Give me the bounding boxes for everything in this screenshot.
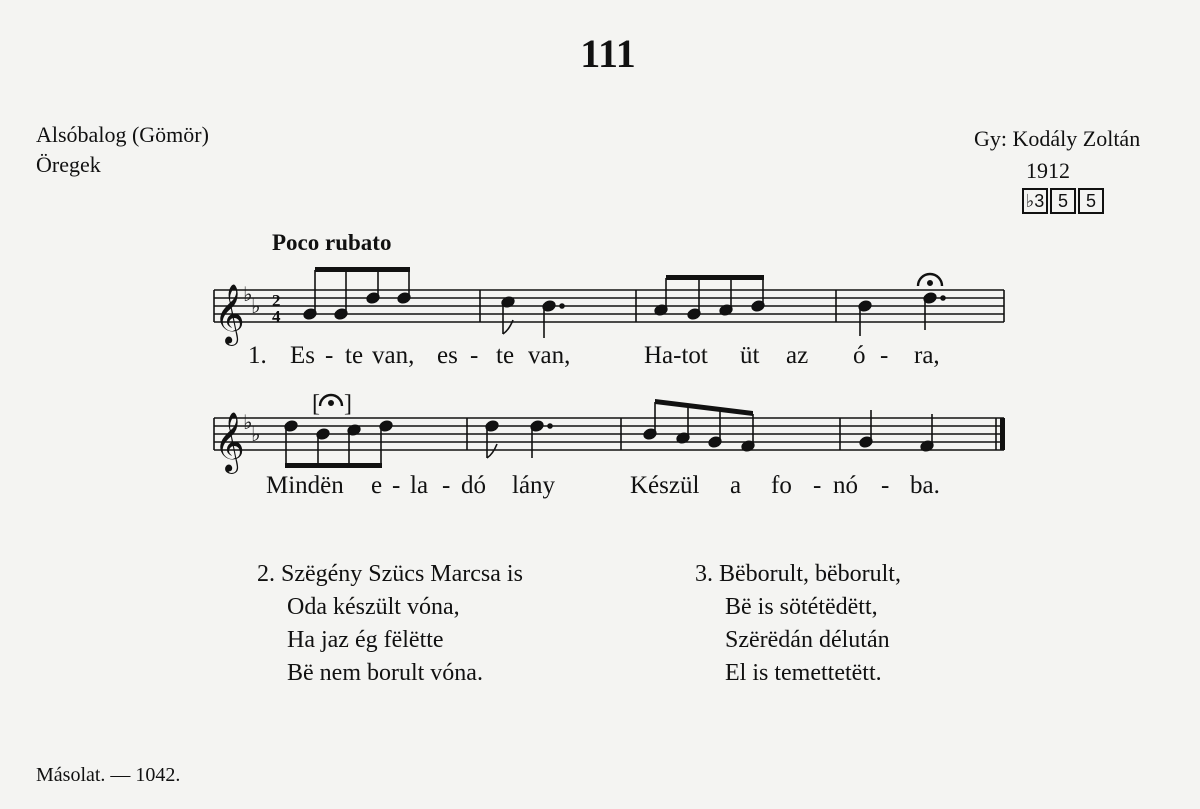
singers-label: Öregek: [36, 152, 101, 177]
lyric-syllable: van,: [528, 342, 571, 369]
verse-line: Oda készült vóna,: [287, 594, 460, 620]
measure-8: [859, 410, 934, 452]
tempo-marking: Poco rubato: [272, 230, 392, 255]
verse-line: Bë nem borult vóna.: [287, 660, 483, 686]
song-number: 111: [580, 31, 636, 76]
year-label: 1912: [1026, 158, 1070, 183]
lyric-syllable: es: [437, 342, 458, 369]
svg-text:]: ]: [344, 391, 352, 417]
treble-clef-icon: 𝄞: [214, 412, 245, 472]
lyric-hyphen: -: [881, 472, 890, 499]
verse-2: [257, 558, 523, 690]
measure-5: [284, 391, 393, 468]
scale-degree-box: 5: [1078, 188, 1104, 214]
verse-line: 2. Szëgény Szücs Marcsa is: [257, 561, 523, 587]
lyric-syllable: Ha-tot: [644, 342, 708, 369]
lyric-syllable: te: [496, 342, 515, 369]
footer-reference: Másolat. — 1042.: [36, 764, 181, 786]
time-signature-bottom: 4: [272, 307, 281, 326]
measure-1: [303, 267, 411, 320]
place-label: Alsóbalog (Gömör): [36, 122, 209, 147]
lyric-syllable: Es: [290, 342, 315, 369]
lyric-syllable: dó: [461, 472, 486, 499]
lyric-syllable: Mindën: [266, 472, 344, 499]
verse-line: Bë is sötétëdëtt,: [725, 594, 878, 620]
verse-line: El is temettetëtt.: [725, 660, 882, 686]
collector-label: Gy: Kodály Zoltán: [974, 126, 1141, 151]
flat-icon: ♭: [251, 294, 261, 318]
measure-4: [858, 274, 945, 336]
flat-icon: ♭: [243, 410, 253, 434]
lyric-hyphen: -: [880, 342, 889, 369]
lyric-syllable: la: [410, 472, 429, 499]
lyric-syllable: ba.: [910, 472, 940, 499]
lyric-hyphen: -: [392, 472, 401, 499]
staff-system-1: [214, 290, 1004, 322]
verse-line: Ha jaz ég fëlëtte: [287, 627, 444, 653]
lyric-syllable: nó: [833, 472, 858, 499]
lyric-hyphen: -: [813, 472, 822, 499]
staff-system-2: [214, 418, 1005, 450]
lyric-syllable: üt: [740, 342, 760, 369]
flat-icon: ♭: [243, 282, 253, 306]
scale-degree-box: 5: [1050, 188, 1076, 214]
flat-icon: ♭: [251, 422, 261, 446]
lyric-syllable: e: [371, 472, 383, 499]
lyric-syllable: lány: [512, 472, 556, 499]
scale-degree-box: ♭3: [1022, 188, 1048, 214]
measure-2: [501, 296, 564, 338]
lyric-syllable: fo: [771, 472, 792, 499]
lyric-syllable: ó: [853, 342, 866, 369]
verse-line: 3. Bëborult, bëborult,: [695, 561, 901, 587]
time-signature-top: 2: [272, 291, 281, 310]
lyric-syllable: Készül: [630, 472, 700, 499]
lyric-syllable: te: [345, 342, 364, 369]
bracketed-fermata-icon: [: [312, 391, 320, 417]
lyric-verse-number: 1.: [248, 342, 267, 369]
lyric-syllable: ra,: [914, 342, 940, 369]
lyric-hyphen: -: [325, 342, 334, 369]
lyric-syllable: van,: [372, 342, 415, 369]
verse-line: Szërëdán délután: [725, 627, 890, 653]
verse-3: [695, 558, 901, 690]
treble-clef-icon: 𝄞: [214, 284, 245, 344]
lyric-hyphen: -: [470, 342, 479, 369]
lyric-syllable: a: [730, 472, 742, 499]
lyric-hyphen: -: [442, 472, 451, 499]
lyric-syllable: az: [786, 342, 809, 369]
